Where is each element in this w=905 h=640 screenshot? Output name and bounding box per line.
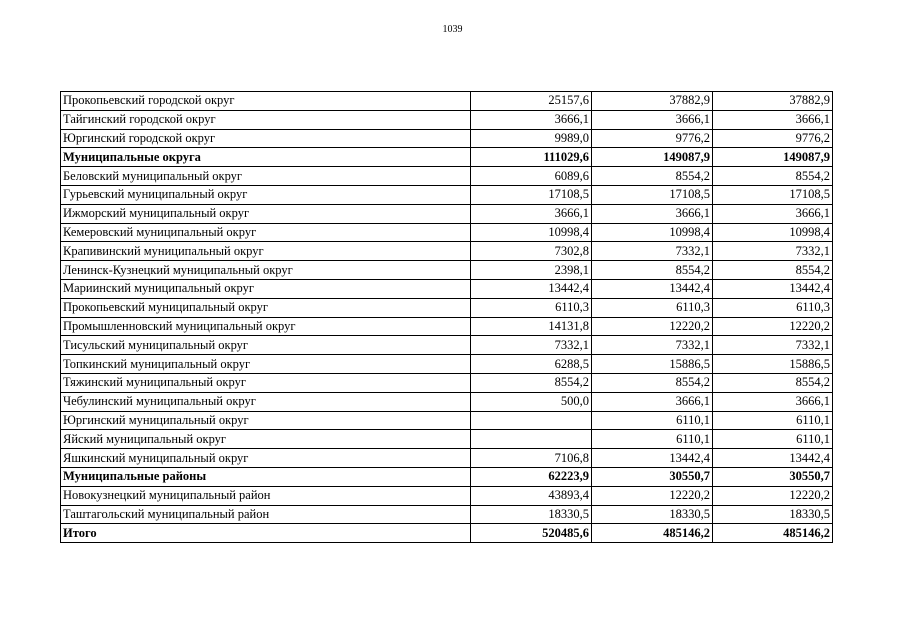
- table-row: [61, 261, 833, 280]
- row-value-3-cell: 37882,9: [713, 92, 833, 111]
- row-name-cell: Топкинский муниципальный округ: [61, 355, 471, 374]
- row-value-2-cell: 6110,1: [592, 430, 713, 449]
- row-value-1-cell: 43893,4: [471, 486, 592, 505]
- row-value-2-cell: 7332,1: [592, 336, 713, 355]
- row-value-1-cell: 17108,5: [471, 185, 592, 204]
- row-value-1-cell: 2398,1: [471, 261, 592, 280]
- row-value-1-cell: 520485,6: [471, 524, 592, 543]
- row-name-cell: Промышленновский муниципальный округ: [61, 317, 471, 336]
- row-value-1-cell: 7106,8: [471, 449, 592, 468]
- row-name-cell: Муниципальные округа: [61, 148, 471, 167]
- row-value-3-cell: 12220,2: [713, 317, 833, 336]
- row-value-3-cell: 12220,2: [713, 486, 833, 505]
- row-name-cell: Гурьевский муниципальный округ: [61, 185, 471, 204]
- row-value-3-cell: 3666,1: [713, 110, 833, 129]
- row-value-1-cell: 14131,8: [471, 317, 592, 336]
- row-value-1-cell: 18330,5: [471, 505, 592, 524]
- row-value-3-cell: 9776,2: [713, 129, 833, 148]
- table-row: [61, 223, 833, 242]
- row-name-cell: Беловский муниципальный округ: [61, 167, 471, 186]
- row-value-2-cell: 149087,9: [592, 148, 713, 167]
- table-row: [61, 317, 833, 336]
- row-name-cell: Ижморский муниципальный округ: [61, 204, 471, 223]
- row-value-3-cell: 6110,1: [713, 411, 833, 430]
- table-row: [61, 355, 833, 374]
- row-value-3-cell: 7332,1: [713, 242, 833, 261]
- row-name-cell: Муниципальные районы: [61, 467, 471, 486]
- row-value-3-cell: 8554,2: [713, 167, 833, 186]
- row-value-2-cell: 485146,2: [592, 524, 713, 543]
- row-value-1-cell: 7332,1: [471, 336, 592, 355]
- row-value-3-cell: 30550,7: [713, 467, 833, 486]
- row-name-cell: Прокопьевский городской округ: [61, 92, 471, 111]
- row-value-2-cell: 6110,3: [592, 298, 713, 317]
- row-value-2-cell: 3666,1: [592, 392, 713, 411]
- table-row: [61, 298, 833, 317]
- row-value-1-cell: [471, 411, 592, 430]
- row-value-2-cell: 8554,2: [592, 261, 713, 280]
- row-name-cell: Мариинский муниципальный округ: [61, 279, 471, 298]
- row-value-2-cell: 6110,1: [592, 411, 713, 430]
- row-name-cell: Юргинский муниципальный округ: [61, 411, 471, 430]
- row-value-2-cell: 13442,4: [592, 279, 713, 298]
- row-value-2-cell: 30550,7: [592, 467, 713, 486]
- row-value-1-cell: 25157,6: [471, 92, 592, 111]
- row-value-1-cell: 500,0: [471, 392, 592, 411]
- table-row: [61, 336, 833, 355]
- row-value-2-cell: 7332,1: [592, 242, 713, 261]
- row-value-2-cell: 8554,2: [592, 373, 713, 392]
- row-value-3-cell: 18330,5: [713, 505, 833, 524]
- row-value-2-cell: 37882,9: [592, 92, 713, 111]
- table-row: [61, 92, 833, 111]
- row-value-3-cell: 10998,4: [713, 223, 833, 242]
- row-value-3-cell: 8554,2: [713, 261, 833, 280]
- table-row: [61, 279, 833, 298]
- row-value-1-cell: 9989,0: [471, 129, 592, 148]
- table-row: [61, 185, 833, 204]
- row-name-cell: Прокопьевский муниципальный округ: [61, 298, 471, 317]
- row-name-cell: Крапивинский муниципальный округ: [61, 242, 471, 261]
- row-value-2-cell: 18330,5: [592, 505, 713, 524]
- row-name-cell: Итого: [61, 524, 471, 543]
- row-value-3-cell: 6110,3: [713, 298, 833, 317]
- table-row: [61, 486, 833, 505]
- row-value-3-cell: 3666,1: [713, 392, 833, 411]
- row-value-1-cell: 3666,1: [471, 204, 592, 223]
- table-row: [61, 373, 833, 392]
- table-body: [61, 92, 833, 543]
- table-row: [61, 204, 833, 223]
- row-value-1-cell: 10998,4: [471, 223, 592, 242]
- page-number: 1039: [442, 24, 463, 35]
- table-row: [61, 505, 833, 524]
- row-name-cell: Чебулинский муниципальный округ: [61, 392, 471, 411]
- table-row: [61, 148, 833, 167]
- table-row: [61, 411, 833, 430]
- row-value-3-cell: 149087,9: [713, 148, 833, 167]
- table-row: [61, 392, 833, 411]
- row-value-2-cell: 17108,5: [592, 185, 713, 204]
- budget-table: [60, 91, 833, 543]
- row-value-3-cell: 485146,2: [713, 524, 833, 543]
- table-row: [61, 242, 833, 261]
- row-value-1-cell: 3666,1: [471, 110, 592, 129]
- row-value-2-cell: 12220,2: [592, 317, 713, 336]
- table-row: [61, 524, 833, 543]
- row-value-1-cell: 7302,8: [471, 242, 592, 261]
- row-name-cell: Юргинский городской округ: [61, 129, 471, 148]
- row-name-cell: Тисульский муниципальный округ: [61, 336, 471, 355]
- row-name-cell: Ленинск-Кузнецкий муниципальный округ: [61, 261, 471, 280]
- row-value-3-cell: 7332,1: [713, 336, 833, 355]
- row-value-2-cell: 12220,2: [592, 486, 713, 505]
- row-name-cell: Таштагольский муниципальный район: [61, 505, 471, 524]
- table-row: [61, 167, 833, 186]
- table-row: [61, 467, 833, 486]
- row-value-2-cell: 8554,2: [592, 167, 713, 186]
- row-value-2-cell: 13442,4: [592, 449, 713, 468]
- row-value-3-cell: 8554,2: [713, 373, 833, 392]
- row-value-3-cell: 6110,1: [713, 430, 833, 449]
- row-name-cell: Тайгинский городской округ: [61, 110, 471, 129]
- row-value-1-cell: 6089,6: [471, 167, 592, 186]
- table-row: [61, 129, 833, 148]
- row-value-1-cell: 62223,9: [471, 467, 592, 486]
- table-row: [61, 449, 833, 468]
- row-name-cell: Новокузнецкий муниципальный район: [61, 486, 471, 505]
- row-value-1-cell: [471, 430, 592, 449]
- row-value-3-cell: 13442,4: [713, 449, 833, 468]
- row-value-3-cell: 17108,5: [713, 185, 833, 204]
- row-value-1-cell: 13442,4: [471, 279, 592, 298]
- row-name-cell: Яшкинский муниципальный округ: [61, 449, 471, 468]
- row-value-1-cell: 111029,6: [471, 148, 592, 167]
- table-row: [61, 430, 833, 449]
- row-name-cell: Кемеровский муниципальный округ: [61, 223, 471, 242]
- row-value-1-cell: 8554,2: [471, 373, 592, 392]
- row-value-1-cell: 6288,5: [471, 355, 592, 374]
- row-value-2-cell: 9776,2: [592, 129, 713, 148]
- row-value-2-cell: 3666,1: [592, 204, 713, 223]
- row-name-cell: Яйский муниципальный округ: [61, 430, 471, 449]
- row-value-2-cell: 3666,1: [592, 110, 713, 129]
- row-value-2-cell: 15886,5: [592, 355, 713, 374]
- row-value-3-cell: 3666,1: [713, 204, 833, 223]
- row-value-1-cell: 6110,3: [471, 298, 592, 317]
- row-value-3-cell: 13442,4: [713, 279, 833, 298]
- row-value-2-cell: 10998,4: [592, 223, 713, 242]
- table-row: [61, 110, 833, 129]
- row-name-cell: Тяжинский муниципальный округ: [61, 373, 471, 392]
- row-value-3-cell: 15886,5: [713, 355, 833, 374]
